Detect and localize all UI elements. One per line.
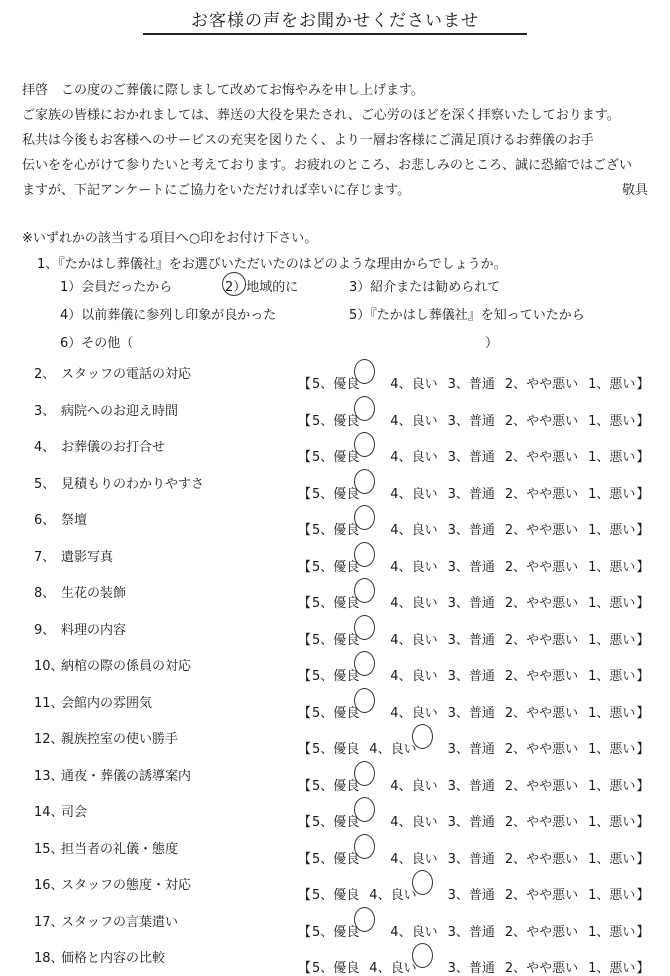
rating-scale [297,619,650,648]
rating-row [0,874,670,903]
rating-option-4[interactable]: 4、良い [390,779,438,794]
bracket-open: 【 [298,888,312,903]
rating-option-5[interactable]: 5、優良 [312,838,380,867]
rating-option-3[interactable]: 3、普通 [447,815,495,830]
rating-option-4[interactable]: 4、良い [369,728,437,757]
rating-option-2[interactable]: 2、やや悪い [504,888,579,903]
rating-row [0,582,670,611]
question-number: 9、 [34,623,56,638]
rating-option-3[interactable]: 3、普通 [447,888,495,903]
rating-option-4[interactable]: 4、良い [369,874,437,903]
rating-option-5[interactable]: 5、優良 [312,655,380,684]
rating-scale [297,911,650,940]
q1-option-6[interactable]: 6）その他（ [60,336,134,351]
rating-option-5[interactable]: 5、優良 [312,888,360,903]
bracket-close: 】 [636,377,650,392]
question-text: 病院へのお迎え時間 [61,404,179,419]
rating-row [0,692,670,721]
q1-option-5[interactable]: 5）『たかはし葬儀社』を知っていたから [349,308,585,323]
question-number: 16、 [34,878,64,893]
rating-option-4[interactable]: 4、良い [390,560,438,575]
bracket-close: 】 [636,414,650,429]
rating-scale [297,655,650,684]
rating-option-5[interactable]: 5、優良 [312,582,380,611]
rating-scale [297,692,650,721]
question-text: 納棺の際の係員の対応 [61,659,192,674]
rating-scale [297,947,650,976]
rating-scale [297,874,650,903]
question-text: 親族控室の使い勝手 [61,732,179,747]
question-number: 3、 [34,404,56,419]
rating-option-5[interactable]: 5、優良 [312,363,380,392]
bracket-close: 】 [636,925,650,940]
rating-scale [297,838,650,867]
bracket-open: 【 [298,414,312,429]
question-number: 8、 [34,586,56,601]
rating-option-5[interactable]: 5、優良 [312,509,380,538]
question-text: 会館内の雰囲気 [61,696,153,711]
question-text: 祭壇 [61,513,88,528]
rating-option-1[interactable]: 1、悪い [588,487,636,502]
rating-option-2[interactable]: 2、やや悪い [504,961,579,976]
rating-option-2[interactable]: 2、やや悪い [504,815,579,830]
rating-option-1[interactable]: 1、悪い [588,377,636,392]
selection-circle [354,505,375,530]
rating-row [0,728,670,757]
survey-title: お客様の声をお聞かせくださいませ [191,11,479,31]
selection-circle [354,761,375,786]
rating-option-4[interactable]: 4、良い [390,377,438,392]
selection-circle [354,578,375,603]
rating-option-4[interactable]: 4、良い [390,596,438,611]
selection-circle [354,432,375,457]
bracket-close: 】 [636,779,650,794]
rating-option-5[interactable]: 5、優良 [312,473,380,502]
bracket-close: 】 [636,852,650,867]
selection-circle [354,688,375,713]
rating-option-2[interactable]: 2、やや悪い [504,450,579,465]
bracket-open: 【 [298,815,312,830]
rating-option-4[interactable]: 4、良い [390,706,438,721]
rating-option-3[interactable]: 3、普通 [447,779,495,794]
question-text: スタッフの言葉遣い [61,915,179,930]
rating-scale [297,728,650,757]
rating-option-3[interactable]: 3、普通 [447,742,495,757]
question-number: 12、 [34,732,64,747]
question-number: 7、 [34,550,56,565]
rating-option-4[interactable]: 4、良い [390,450,438,465]
rating-row [0,473,670,502]
rating-option-2[interactable]: 2、やや悪い [504,560,579,575]
rating-option-1[interactable]: 1、悪い [588,742,636,757]
question-text: スタッフの電話の対応 [61,367,192,382]
bracket-open: 【 [298,523,312,538]
rating-option-2[interactable]: 2、やや悪い [504,706,579,721]
intro-line: ご家族の皆様におかれましては、葬送の大役を果たされ、ご心労のほどを深く拝察いたしております。 [22,108,620,123]
rating-option-3[interactable]: 3、普通 [447,669,495,684]
rating-option-3[interactable]: 3、普通 [447,450,495,465]
rating-option-3[interactable]: 3、普通 [447,706,495,721]
rating-option-3[interactable]: 3、普通 [447,961,495,976]
rating-option-5[interactable]: 5、優良 [312,961,360,976]
bracket-open: 【 [298,596,312,611]
rating-option-5[interactable]: 5、優良 [312,619,380,648]
rating-row [0,838,670,867]
question-text: 見積もりのわかりやすさ [61,477,205,492]
rating-option-2[interactable]: 2、やや悪い [504,633,579,648]
selection-circle [412,724,433,749]
bracket-open: 【 [298,450,312,465]
rating-option-3[interactable]: 3、普通 [447,596,495,611]
rating-scale [297,363,650,392]
question-number: 11、 [34,696,64,711]
q1-option-1[interactable]: 1）会員だったから [60,280,173,295]
rating-option-1[interactable]: 1、悪い [588,523,636,538]
selection-circle [354,396,375,421]
bracket-close: 】 [636,706,650,721]
question-number: 6、 [34,513,56,528]
bracket-open: 【 [298,487,312,502]
bracket-open: 【 [298,961,312,976]
bracket-close: 】 [636,742,650,757]
bracket-close: 】 [636,450,650,465]
bracket-close: 】 [636,961,650,976]
rating-option-3[interactable]: 3、普通 [447,523,495,538]
intro-line [22,178,662,203]
bracket-open: 【 [298,706,312,721]
rating-option-2[interactable]: 2、やや悪い [504,852,579,867]
question-number: 18、 [34,951,64,966]
rating-option-4[interactable]: 4、良い [390,815,438,830]
bracket-close: 】 [636,888,650,903]
question-number: 5、 [34,477,56,492]
intro-line: 拝啓 この度のご葬儀に際しまして改めてお悔やみを申し上げます。 [22,83,424,98]
intro-paragraph [22,78,662,203]
question-text: 価格と内容の比較 [61,951,166,966]
rating-scale [297,400,650,429]
rating-option-2[interactable]: 2、やや悪い [504,925,579,940]
question-text: 料理の内容 [61,623,127,638]
rating-row [0,801,670,830]
bracket-open: 【 [298,779,312,794]
intro-line: 私共は今後もお客様へのサービスの充実を図りたく、より一層お客様にご満足頂けるお葬儀のお手 [22,133,594,148]
selection-circle [222,272,246,296]
rating-option-2[interactable]: 2、やや悪い [504,742,579,757]
rating-scale [297,765,650,794]
rating-option-2[interactable]: 2、やや悪い [504,669,579,684]
question-text: 司会 [61,805,88,820]
bracket-close: 】 [636,560,650,575]
question-number: 14、 [34,805,64,820]
rating-option-4[interactable]: 4、良い [390,414,438,429]
question-text: 通夜・葬儀の誘導案内 [61,769,192,784]
rating-option-1[interactable]: 1、悪い [588,596,636,611]
rating-option-2[interactable]: 2、やや悪い [504,523,579,538]
q1-option-2[interactable]: 2）地域的に [225,280,299,295]
rating-option-4[interactable]: 4、良い [390,852,438,867]
selection-circle [412,870,433,895]
rating-option-1[interactable]: 1、悪い [588,961,636,976]
bracket-open: 【 [298,852,312,867]
rating-option-3[interactable]: 3、普通 [447,633,495,648]
question-text: スタッフの態度・対応 [61,878,192,893]
q1-option-4[interactable]: 4）以前葬儀に参列し印象が良かった [60,308,277,323]
intro-line: 伝いをを心がけて参りたいと考えております。お疲れのところ、お悲しみのところ、誠に恐縮ではござい [22,158,632,173]
rating-option-1[interactable]: 1、悪い [588,414,636,429]
rating-option-3[interactable]: 3、普通 [447,925,495,940]
rating-option-4[interactable]: 4、良い [390,633,438,648]
rating-option-1[interactable]: 1、悪い [588,888,636,903]
rating-row [0,436,670,465]
selection-circle [412,943,433,968]
rating-scale [297,546,650,575]
bracket-open: 【 [298,633,312,648]
rating-option-4[interactable]: 4、良い [390,669,438,684]
selection-circle [354,469,375,494]
rating-option-5[interactable]: 5、優良 [312,692,380,721]
question-number: 2、 [34,367,56,382]
rating-option-4[interactable]: 4、良い [390,925,438,940]
question-number: 15、 [34,842,64,857]
bracket-open: 【 [298,377,312,392]
rating-option-1[interactable]: 1、悪い [588,815,636,830]
rating-row [0,509,670,538]
rating-option-5[interactable]: 5、優良 [312,436,380,465]
title-underline [143,33,527,35]
bracket-open: 【 [298,669,312,684]
instruction-notice: ※いずれかの該当する項目へ○印をお付け下さい。 [22,231,318,246]
rating-option-1[interactable]: 1、悪い [588,450,636,465]
rating-option-2[interactable]: 2、やや悪い [504,779,579,794]
bracket-close: 】 [636,523,650,538]
bracket-open: 【 [298,925,312,940]
rating-option-5[interactable]: 5、優良 [312,801,380,830]
rating-row [0,400,670,429]
rating-option-1[interactable]: 1、悪い [588,669,636,684]
selection-circle [354,542,375,567]
bracket-open: 【 [298,742,312,757]
bracket-close: 】 [636,815,650,830]
bracket-close: 】 [636,487,650,502]
rating-option-5[interactable]: 5、優良 [312,400,380,429]
bracket-close: 】 [636,633,650,648]
rating-scale [297,436,650,465]
rating-option-3[interactable]: 3、普通 [447,852,495,867]
question-text: 生花の装飾 [61,586,127,601]
rating-row [0,655,670,684]
selection-circle [354,834,375,859]
question-number: 13、 [34,769,64,784]
rating-option-3[interactable]: 3、普通 [447,377,495,392]
rating-option-3[interactable]: 3、普通 [447,414,495,429]
rating-row [0,947,670,976]
selection-circle [354,615,375,640]
selection-circle [354,651,375,676]
rating-option-2[interactable]: 2、やや悪い [504,487,579,502]
rating-row [0,619,670,648]
rating-row [0,546,670,575]
rating-option-2[interactable]: 2、やや悪い [504,377,579,392]
rating-option-2[interactable]: 2、やや悪い [504,414,579,429]
q1-option-3[interactable]: 3）紹介または勧められて [349,280,501,295]
rating-scale [297,582,650,611]
rating-row [0,765,670,794]
rating-option-1[interactable]: 1、悪い [588,560,636,575]
rating-option-5[interactable]: 5、優良 [312,546,380,575]
rating-option-5[interactable]: 5、優良 [312,911,380,940]
rating-option-2[interactable]: 2、やや悪い [504,596,579,611]
question-number: 17、 [34,915,64,930]
closing-keigu: 敬具 [621,183,648,198]
question-text: 担当者の礼儀・態度 [61,842,179,857]
question-number: 10、 [34,659,64,674]
rating-row [0,911,670,940]
bracket-close: 】 [636,596,650,611]
question-number: 4、 [34,440,56,455]
rating-option-4[interactable]: 4、良い [369,947,437,976]
rating-option-3[interactable]: 3、普通 [447,487,495,502]
question-text: お葬儀のお打合せ [61,440,166,455]
rating-option-1[interactable]: 1、悪い [588,779,636,794]
selection-circle [354,907,375,932]
rating-option-1[interactable]: 1、悪い [588,706,636,721]
rating-option-1[interactable]: 1、悪い [588,852,636,867]
rating-option-1[interactable]: 1、悪い [588,925,636,940]
question-1: 1、『たかはし葬儀社』をお選びいただいたのはどのような理由からでしょうか。 [37,257,507,272]
bracket-close: 】 [636,669,650,684]
rating-scale [297,473,650,502]
rating-row [0,363,670,392]
selection-circle [354,797,375,822]
question-text: 遺影写真 [61,550,114,565]
rating-option-5[interactable]: 5、優良 [312,765,380,794]
rating-option-4[interactable]: 4、良い [390,523,438,538]
q1-option-6-close: ） [485,336,499,351]
rating-scale [297,801,650,830]
rating-option-4[interactable]: 4、良い [390,487,438,502]
rating-option-1[interactable]: 1、悪い [588,633,636,648]
rating-scale [297,509,650,538]
rating-option-5[interactable]: 5、優良 [312,742,360,757]
selection-circle [354,359,375,384]
rating-option-3[interactable]: 3、普通 [447,560,495,575]
bracket-open: 【 [298,560,312,575]
intro-line-text: ますが、下記アンケートにご協力をいただければ幸いに存じます。 [22,183,411,198]
